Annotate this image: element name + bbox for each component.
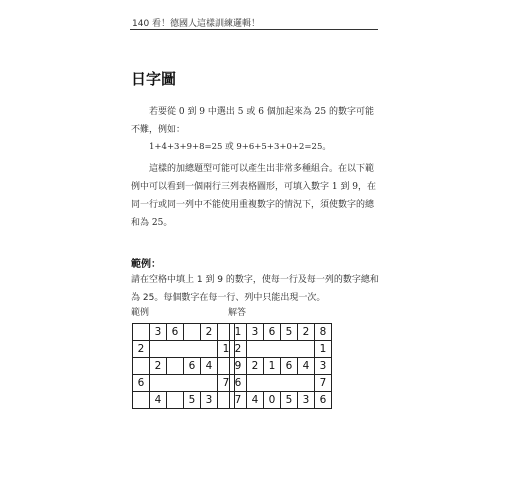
answer-grid-label: 解答 [228, 308, 247, 318]
answer-grid-cell [264, 375, 281, 392]
answer-grid-cell: 8 [315, 324, 332, 341]
answer-grid-cell: 3 [315, 358, 332, 375]
example-grid-cell: 2 [133, 341, 150, 358]
answer-grid-cell: 0 [264, 392, 281, 409]
example-grid-cell [167, 392, 184, 409]
answer-grid-row [230, 375, 332, 392]
answer-grid-cell [247, 341, 264, 358]
answer-grid-cell: 6 [264, 324, 281, 341]
answer-grid-cell: 1 [264, 358, 281, 375]
example-grid-cell: 4 [201, 358, 218, 375]
example-formula: 1+4+3+9+8=25 或 9+6+5+3+0+2=25。 [149, 142, 331, 152]
example-grid-cell [184, 324, 201, 341]
example-heading: 範例： [131, 259, 161, 270]
example-grid-cell: 6 [167, 324, 184, 341]
answer-grid-cell: 9 [230, 358, 247, 375]
answer-grid-cell [247, 375, 264, 392]
answer-grid-cell [264, 341, 281, 358]
answer-grid-cell: 6 [281, 358, 298, 375]
section-title: 日字圖 [131, 70, 177, 88]
answer-grid-cell: 2 [230, 341, 247, 358]
answer-grid-cell: 6 [315, 392, 332, 409]
example-grid-cell [201, 375, 218, 392]
example-grid-cell: 4 [150, 392, 167, 409]
example-grid-cell: 3 [201, 392, 218, 409]
example-grid-cell [150, 341, 167, 358]
header-rule [130, 29, 378, 30]
example-grid-row [133, 392, 235, 409]
answer-grid-cell [298, 341, 315, 358]
example-grid-row [133, 358, 235, 375]
answer-grid-cell: 1 [230, 324, 247, 341]
example-grid-cell [167, 375, 184, 392]
example-grid-row [133, 375, 235, 392]
answer-grid-cell: 5 [281, 392, 298, 409]
example-grid-cell: 2 [201, 324, 218, 341]
answer-grid-cell: 7 [315, 375, 332, 392]
example-grid-cell [167, 341, 184, 358]
example-grid-cell: 5 [184, 392, 201, 409]
answer-grid-cell: 5 [281, 324, 298, 341]
example-grid-cell [133, 392, 150, 409]
example-grid-row [133, 341, 235, 358]
answer-grid-cell [298, 375, 315, 392]
example-grid-cell [133, 324, 150, 341]
example-grid-cell [150, 375, 167, 392]
example-grid-cell: 3 [150, 324, 167, 341]
example-grid-cell [167, 358, 184, 375]
answer-grid-cell: 2 [247, 358, 264, 375]
example-grid-cell: 6 [133, 375, 150, 392]
intro-paragraph: 若要從 0 到 9 中選出 5 或 6 個加起來為 25 的數字可能不難，例如： [131, 107, 374, 135]
answer-grid-cell: 7 [230, 392, 247, 409]
answer-grid-row [230, 358, 332, 375]
answer-grid-cell: 2 [298, 324, 315, 341]
answer-grid-cell: 4 [247, 392, 264, 409]
running-header: 140 看！德國人這樣訓練邏輯！ [132, 19, 261, 29]
answer-grid-row [230, 341, 332, 358]
example-grid-cell: 1 [218, 341, 235, 358]
answer-grid-cell: 1 [315, 341, 332, 358]
example-grid [132, 323, 235, 409]
puzzle-instructions: 請在空格中填上 1 到 9 的數字，使每一行及每一列的數字總和為 25。每個數字在每一行、列中只能出現一次。 [131, 275, 379, 303]
answer-grid-cell: 6 [230, 375, 247, 392]
rules-paragraph: 這樣的加總題型可能可以產生出非常多種組合。在以下範例中可以看到一個兩行三列表格圖形，可填入數字 1 到 9，在同一行或同一列中不能使用重複數字的情況下，須使數字的總和為 25。 [131, 164, 377, 228]
example-grid-row [133, 324, 235, 341]
answer-grid [229, 323, 332, 409]
answer-grid-cell [281, 341, 298, 358]
answer-grid-cell: 3 [247, 324, 264, 341]
answer-grid-cell: 3 [298, 392, 315, 409]
example-grid-cell [184, 375, 201, 392]
answer-grid-cell: 4 [298, 358, 315, 375]
example-grid-label: 範例 [131, 308, 150, 318]
example-grid-cell [133, 358, 150, 375]
answer-grid-cell [281, 375, 298, 392]
example-grid-cell [184, 341, 201, 358]
answer-grid-row [230, 392, 332, 409]
example-grid-cell: 6 [184, 358, 201, 375]
answer-grid-row [230, 324, 332, 341]
example-grid-cell: 2 [150, 358, 167, 375]
example-grid-cell: 7 [218, 375, 235, 392]
example-grid-cell [201, 341, 218, 358]
